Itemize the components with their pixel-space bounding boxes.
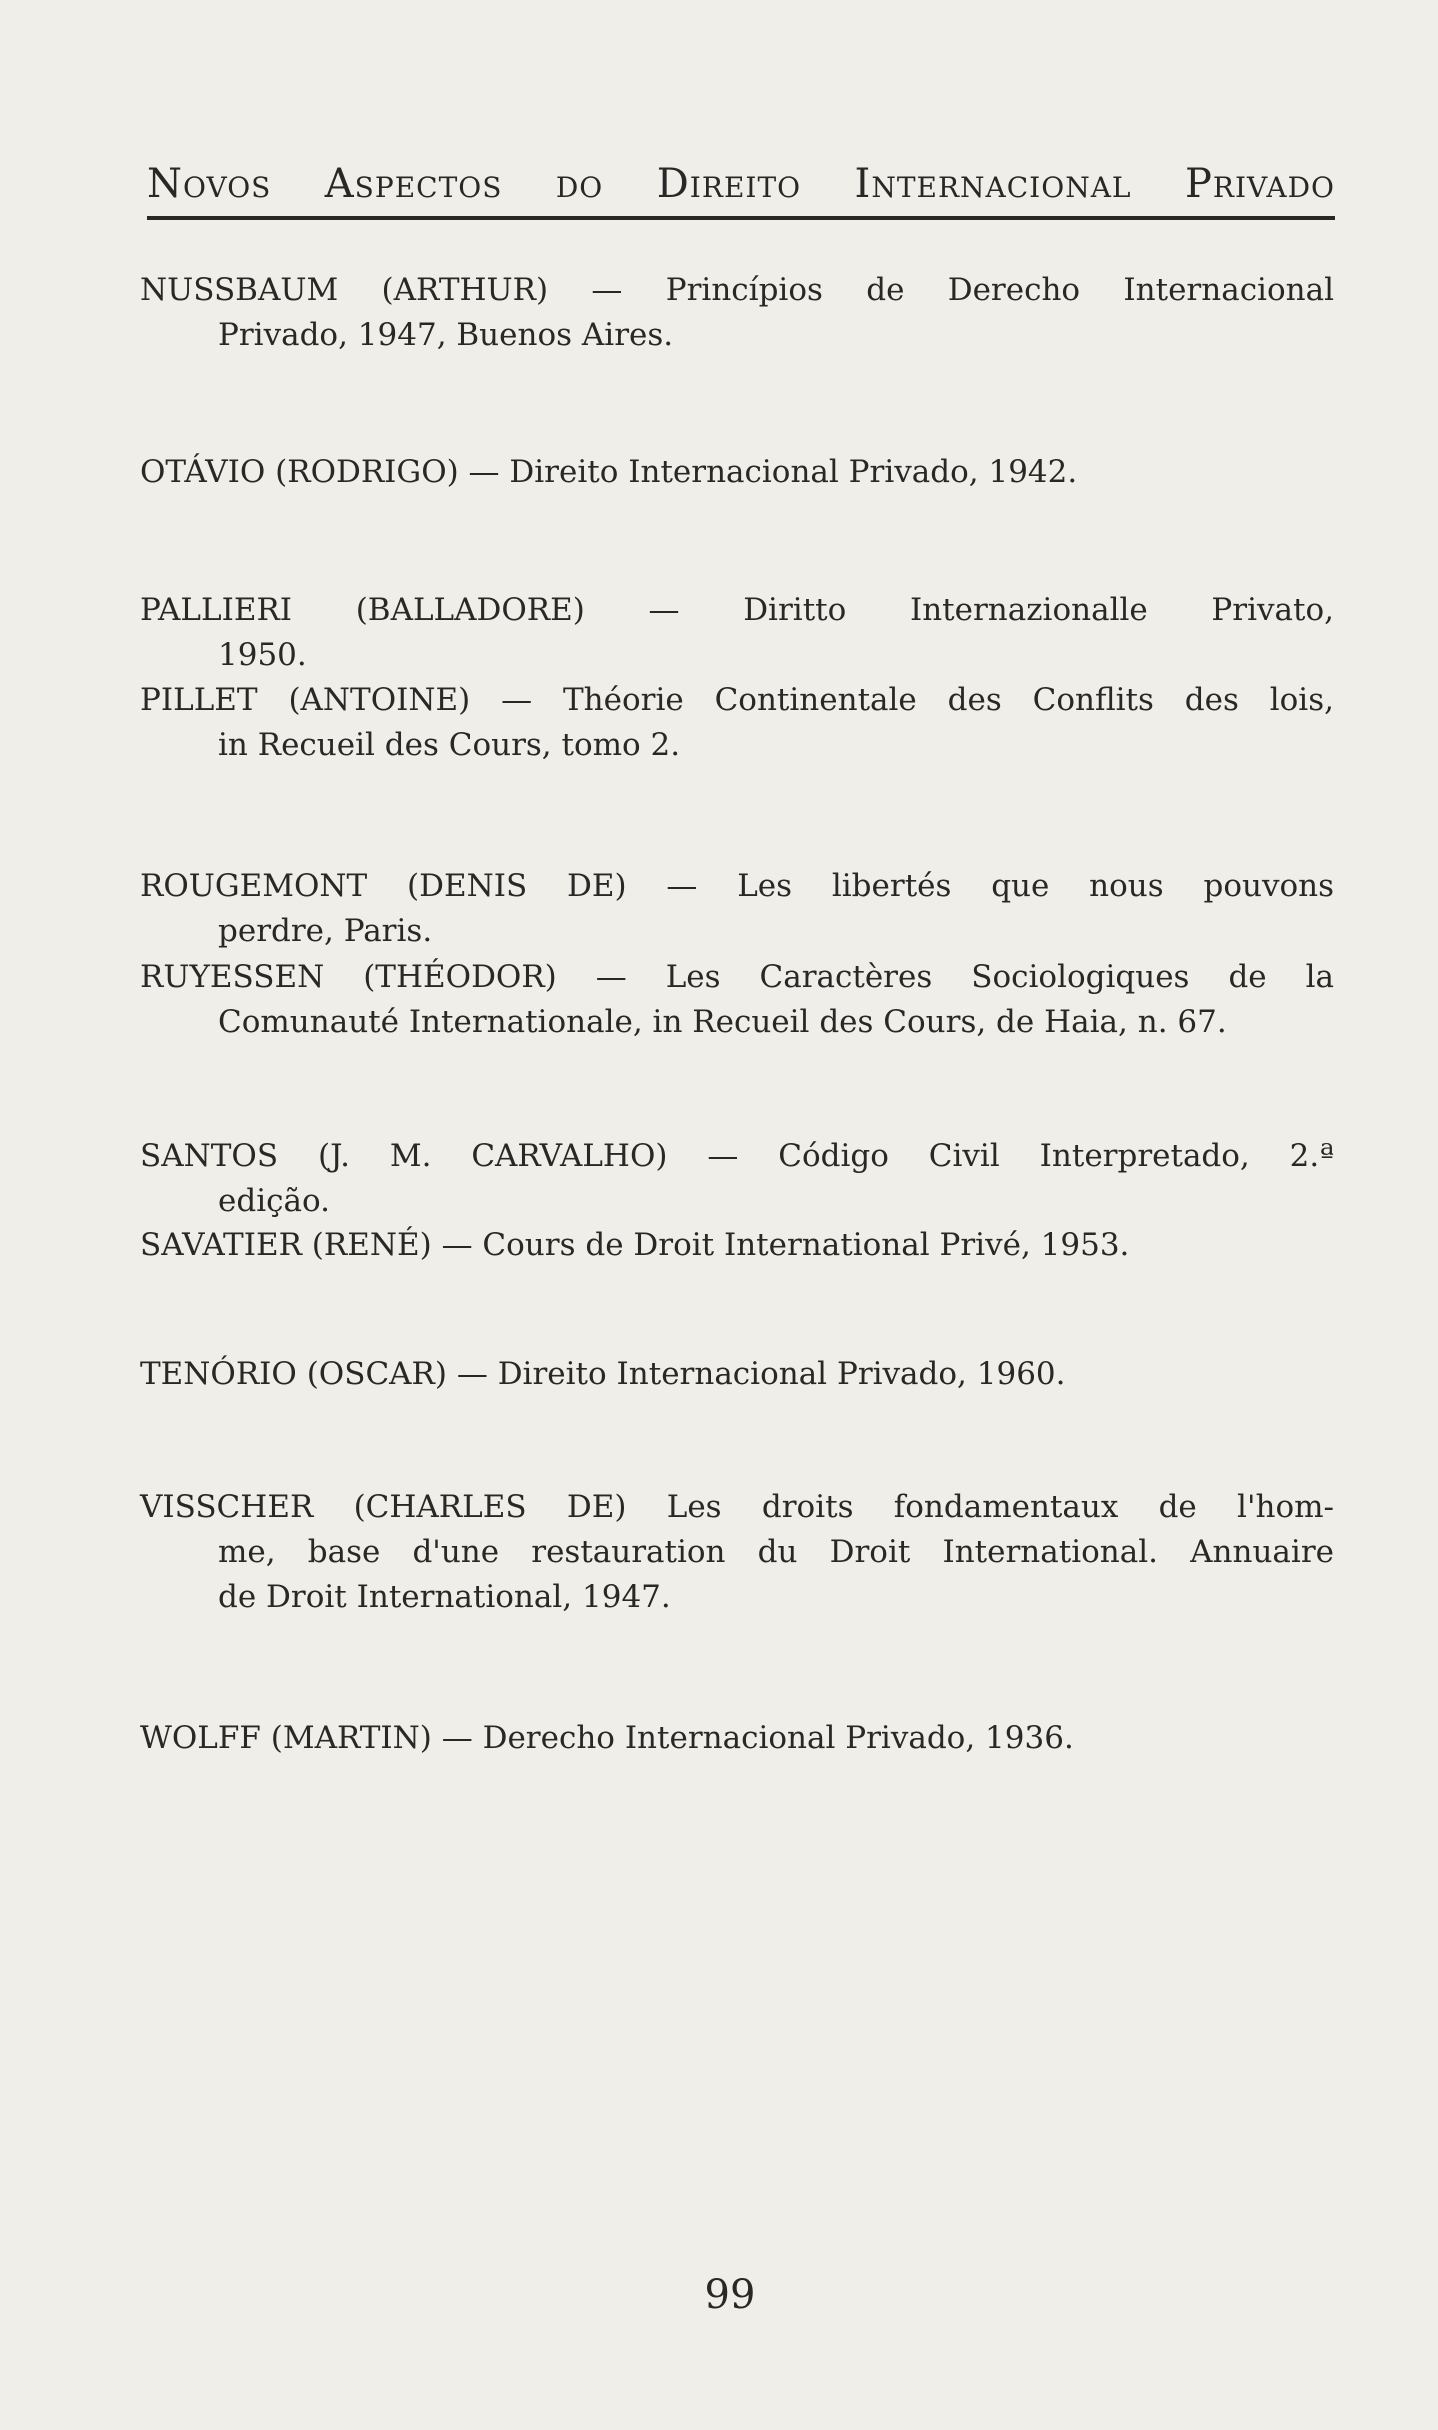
entry-line: me, base d'une restauration du Droit International. Annuaire bbox=[218, 1534, 1334, 1570]
entry-line: perdre, Paris. bbox=[218, 913, 433, 949]
entry-line: PILLET (ANTOINE) — Théorie Continentale des Conflits des lois, bbox=[140, 682, 1334, 718]
entry-line: WOLFF (MARTIN) — Derecho Internacional Privado, 1936. bbox=[140, 1720, 1074, 1756]
bibliography-entry-wolff bbox=[140, 1716, 1334, 1761]
entry-line: RUYESSEN (THÉODOR) — Les Caractères Sociologiques de la bbox=[140, 959, 1334, 995]
entry-line: edição. bbox=[218, 1183, 330, 1219]
running-header bbox=[147, 160, 1335, 226]
bibliography-entry-santos bbox=[140, 1134, 1334, 1224]
bibliography-entry-otavio bbox=[140, 450, 1334, 495]
bibliography-entry-ruyessen bbox=[140, 955, 1334, 1045]
running-header-title: Novos Aspectos do Direito Internacional Privado bbox=[147, 161, 1335, 207]
page-number: 99 bbox=[704, 2272, 756, 2318]
entry-line: Comunauté Internationale, in Recueil des Cours, de Haia, n. 67. bbox=[218, 1004, 1227, 1040]
bibliography-entry-visscher bbox=[140, 1485, 1334, 1620]
entry-line: Privado, 1947, Buenos Aires. bbox=[218, 317, 674, 353]
entry-line: OTÁVIO (RODRIGO) — Direito Internacional Privado, 1942. bbox=[140, 454, 1078, 490]
entry-line: SANTOS (J. M. CARVALHO) — Código Civil Interpretado, 2.ª bbox=[140, 1138, 1334, 1174]
bibliography-entry-tenorio bbox=[140, 1352, 1334, 1397]
bibliography-entry-savatier bbox=[140, 1223, 1334, 1268]
bibliography-entry-pallieri bbox=[140, 588, 1334, 678]
entry-line: TENÓRIO (OSCAR) — Direito Internacional Privado, 1960. bbox=[140, 1356, 1066, 1392]
entry-line: VISSCHER (CHARLES DE) Les droits fondamentaux de l'hom- bbox=[140, 1489, 1334, 1525]
entry-line: ROUGEMONT (DENIS DE) — Les libertés que nous pouvons bbox=[140, 868, 1334, 904]
entry-line: de Droit International, 1947. bbox=[218, 1579, 671, 1615]
entry-line: SAVATIER (RENÉ) — Cours de Droit International Privé, 1953. bbox=[140, 1227, 1130, 1263]
entry-line: NUSSBAUM (ARTHUR) — Princípios de Derecho Internacional bbox=[140, 272, 1334, 308]
bibliography-entry-rougemont bbox=[140, 864, 1334, 954]
bibliography-entry-nussbaum bbox=[140, 268, 1334, 358]
entry-line: in Recueil des Cours, tomo 2. bbox=[218, 727, 681, 763]
entry-line: 1950. bbox=[218, 637, 307, 673]
header-rule bbox=[147, 216, 1335, 220]
entry-line: PALLIERI (BALLADORE) — Diritto Internazionalle Privato, bbox=[140, 592, 1334, 628]
bibliography-entry-pillet bbox=[140, 678, 1334, 768]
